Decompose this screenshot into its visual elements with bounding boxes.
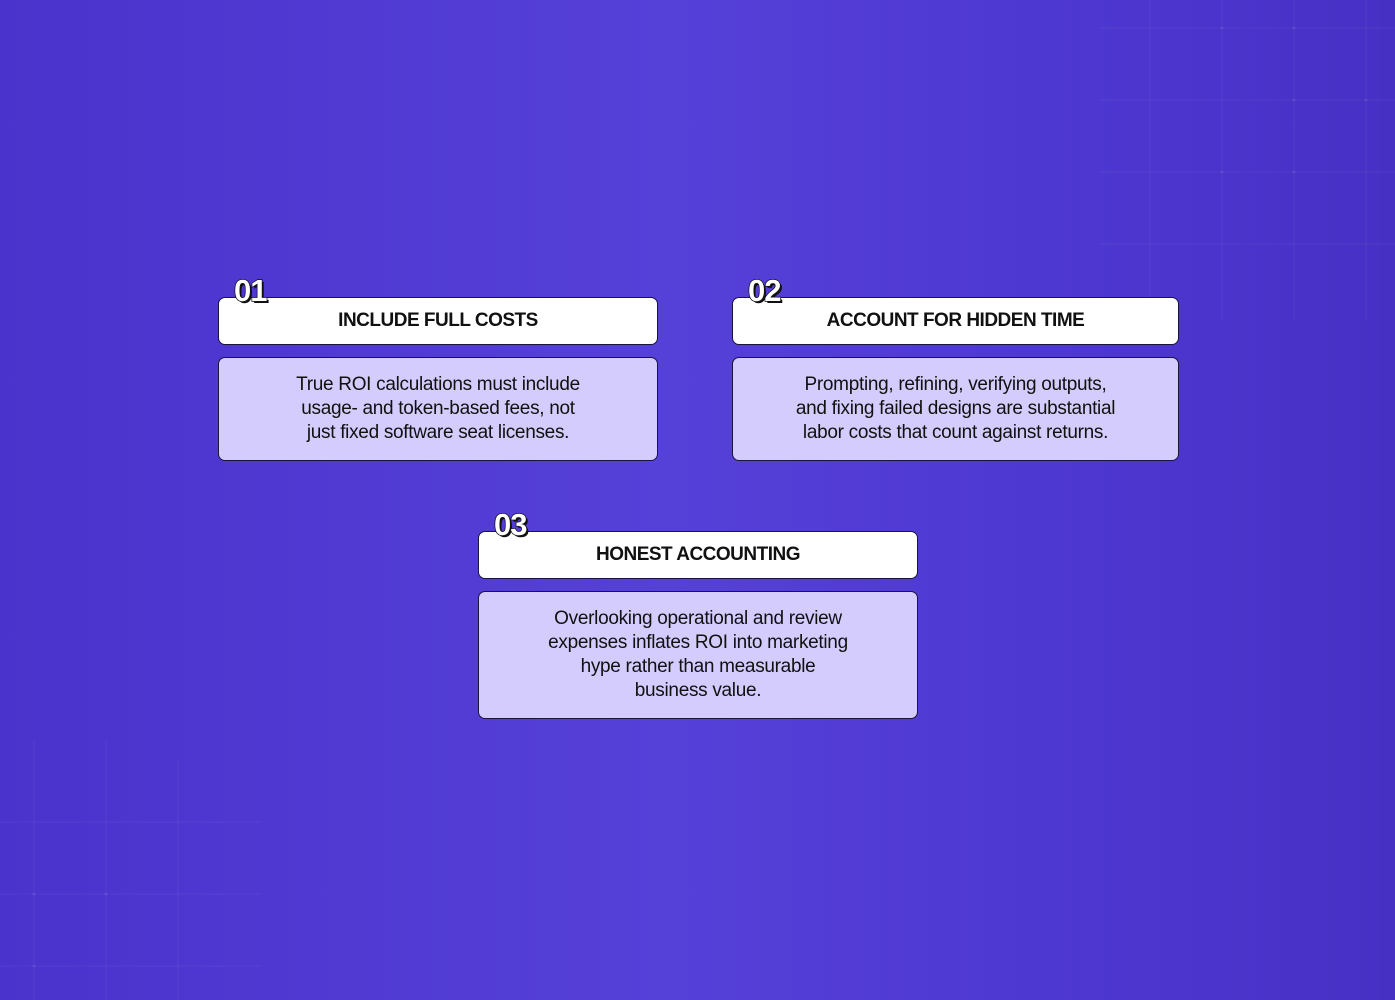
card-body-line: Overlooking operational and review [554,608,842,629]
card-number: 01 [234,273,267,308]
card-title-box [218,297,658,345]
card-title-box [478,531,918,579]
card-body-line: labor costs that count against returns. [802,422,1109,443]
card-body-line: Prompting, refining, verifying outputs, [804,374,1107,395]
card-body-line: hype rather than measurable [580,656,816,677]
card-body-line: True ROI calculations must include [296,374,580,395]
card-body-line: business value. [634,680,762,701]
card-body [478,591,918,719]
card-body [218,357,658,461]
card-title: INCLUDE FULL COSTS [338,310,538,331]
card-number: 02 [748,273,781,308]
card-body [732,357,1179,461]
card-body-line: expenses inflates ROI into marketing [548,632,848,653]
card-body-line: just fixed software seat licenses. [306,422,570,443]
card-title-box [732,297,1179,345]
card-body-line: and fixing failed designs are substantial [795,398,1116,419]
card-title: HONEST ACCOUNTING [595,544,801,565]
card-title: ACCOUNT FOR HIDDEN TIME [826,310,1085,331]
card-body-line: usage- and token-based fees, not [301,398,575,419]
card-number: 03 [494,507,527,542]
